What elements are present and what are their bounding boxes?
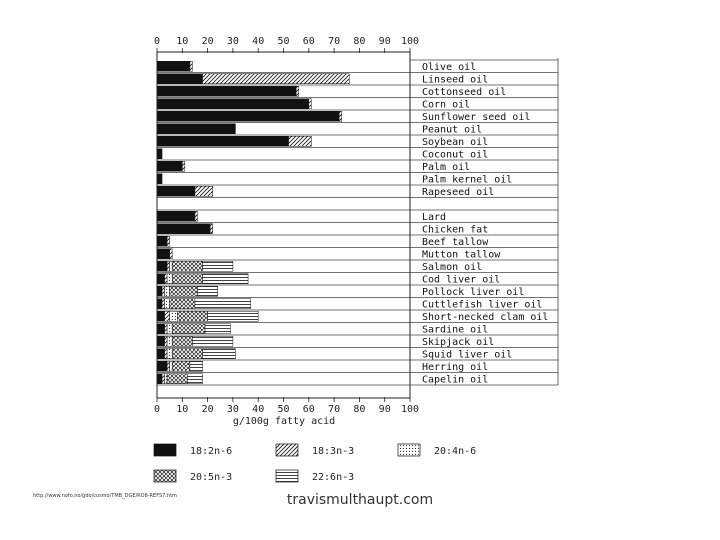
legend-swatch — [276, 470, 298, 482]
bar-segment — [172, 349, 202, 359]
bar-segment — [172, 274, 202, 284]
bar-segment — [157, 186, 195, 196]
category-label: Soybean oil — [422, 137, 489, 148]
top-tick-label: 20 — [201, 36, 214, 47]
bar-segment — [203, 74, 350, 84]
bar-segment — [157, 86, 296, 96]
bottom-tick-label: 100 — [400, 404, 420, 415]
bar-segment — [170, 249, 173, 259]
bar-segment — [157, 124, 235, 134]
bar-segment — [157, 149, 162, 159]
bar-segment — [195, 299, 251, 309]
bar-segment — [165, 336, 168, 346]
category-label: Palm kernel oil — [422, 174, 513, 186]
bar-segment — [170, 261, 173, 271]
category-label: Cuttlefish liver oil — [422, 299, 543, 311]
legend-label: 18:3n-3 — [312, 446, 355, 457]
bar-segment — [195, 186, 213, 196]
bar-rows — [157, 61, 558, 385]
bar-segment — [157, 74, 203, 84]
bar-segment — [167, 236, 170, 246]
category-label: Corn oil — [422, 99, 471, 111]
category-label: Lard — [422, 212, 447, 223]
bar-segment — [167, 374, 187, 384]
bar-segment — [165, 324, 168, 334]
bar-segment — [167, 361, 170, 371]
top-tick-label: 90 — [378, 36, 391, 47]
bar-segment — [165, 349, 168, 359]
bar-segment — [157, 224, 210, 234]
bar-segment — [167, 336, 172, 346]
bar-segment — [170, 361, 173, 371]
category-label: Mutton tallow — [422, 249, 501, 261]
bar-segment — [165, 299, 170, 309]
bar-segment — [165, 311, 170, 321]
bar-segment — [157, 286, 162, 296]
category-label: Capelin oil — [422, 374, 489, 386]
category-label: Olive oil — [422, 62, 477, 73]
category-label: Short-necked clam oil — [422, 312, 549, 323]
bar-segment — [192, 336, 232, 346]
bar-segment — [170, 311, 178, 321]
bar-segment — [157, 311, 165, 321]
bar-segment — [210, 224, 213, 234]
category-label: Cottonseed oil — [422, 87, 507, 98]
top-tick-label: 60 — [302, 36, 315, 47]
bar-segment — [157, 99, 309, 109]
bar-segment — [197, 286, 217, 296]
bottom-tick-label: 70 — [328, 404, 341, 415]
bar-segment — [157, 336, 165, 346]
bar-segment — [162, 286, 165, 296]
bar-segment — [157, 111, 339, 121]
category-label: Sardine oil — [422, 324, 489, 336]
top-tick-label: 30 — [226, 36, 239, 47]
category-label: Peanut oil — [422, 124, 483, 136]
x-axis-title: g/100g fatty acid — [232, 416, 336, 427]
bar-segment — [162, 374, 165, 384]
bottom-tick-label: 90 — [378, 404, 391, 415]
bar-segment — [208, 311, 259, 321]
category-label: Chicken fat — [422, 224, 489, 236]
bar-segment — [190, 361, 203, 371]
bar-segment — [172, 336, 192, 346]
bar-segment — [203, 349, 236, 359]
top-axis-ticks — [154, 36, 419, 53]
top-tick-label: 0 — [153, 36, 161, 47]
bar-segment — [195, 211, 198, 221]
bar-segment — [203, 261, 233, 271]
top-tick-label: 10 — [176, 36, 189, 47]
bottom-tick-label: 40 — [252, 404, 265, 415]
category-label: Linseed oil — [422, 74, 489, 86]
top-tick-label: 40 — [252, 36, 265, 47]
bar-segment — [167, 274, 172, 284]
bar-segment — [182, 161, 185, 171]
bar-segment — [157, 161, 182, 171]
bar-segment — [162, 299, 165, 309]
bar-segment — [170, 299, 195, 309]
legend-swatch — [154, 444, 176, 456]
legend-swatch — [398, 444, 420, 456]
bottom-tick-label: 50 — [277, 404, 290, 415]
source-url[interactable]: http://www.nofo.no/gdo/cosmo/TMB_DGE/RO8-REFS7.htm — [33, 493, 177, 499]
bar-segment — [157, 211, 195, 221]
category-label: Rapeseed oil — [422, 187, 495, 198]
bar-segment — [157, 174, 162, 184]
bar-segment — [172, 361, 190, 371]
bar-segment — [165, 286, 170, 296]
bar-segment — [157, 61, 190, 71]
bar-segment — [309, 99, 312, 109]
bar-segment — [177, 311, 207, 321]
legend-label: 20:5n-3 — [190, 472, 233, 483]
category-label: Skipjack oil — [422, 337, 495, 348]
bar-segment — [157, 261, 167, 271]
bar-segment — [339, 111, 342, 121]
bar-segment — [187, 374, 202, 384]
bar-segment — [157, 374, 162, 384]
bar-segment — [167, 349, 172, 359]
category-label: Cod liver oil — [422, 274, 501, 286]
legend — [154, 444, 476, 483]
category-label: Squid liver oil — [422, 349, 513, 361]
bar-segment — [165, 274, 168, 284]
bottom-tick-label: 0 — [153, 404, 161, 415]
legend-label: 22:6n-3 — [312, 472, 355, 483]
bar-segment — [157, 274, 165, 284]
legend-swatch — [276, 444, 298, 456]
category-label: Pollock liver oil — [422, 287, 525, 298]
bar-segment — [205, 324, 230, 334]
bar-segment — [157, 324, 165, 334]
watermark: travismulthaupt.com — [286, 492, 434, 508]
bottom-tick-label: 30 — [226, 404, 239, 415]
top-tick-label: 100 — [400, 36, 420, 47]
category-label: Salmon oil — [422, 262, 483, 273]
top-tick-label: 50 — [277, 36, 290, 47]
category-label: Herring oil — [422, 362, 489, 373]
bar-segment — [172, 324, 205, 334]
bar-segment — [170, 286, 198, 296]
bar-segment — [296, 86, 299, 96]
bar-segment — [172, 261, 202, 271]
bottom-tick-label: 60 — [302, 404, 315, 415]
top-tick-label: 80 — [353, 36, 366, 47]
legend-swatch — [154, 470, 176, 482]
legend-label: 18:2n-6 — [190, 446, 233, 457]
category-label: Sunflower seed oil — [422, 112, 531, 123]
category-labels — [422, 62, 548, 386]
bottom-tick-label: 20 — [201, 404, 214, 415]
bar-segment — [167, 261, 170, 271]
bar-segment — [157, 349, 165, 359]
bottom-tick-label: 80 — [353, 404, 366, 415]
bottom-axis-ticks — [154, 397, 419, 415]
bar-segment — [165, 374, 168, 384]
category-label: Palm oil — [422, 162, 471, 173]
bar-segment — [157, 299, 162, 309]
legend-label: 20:4n-6 — [434, 446, 477, 457]
bar-segment — [157, 236, 167, 246]
bar-segment — [157, 361, 167, 371]
bottom-tick-label: 10 — [176, 404, 189, 415]
category-label: Coconut oil — [422, 149, 489, 161]
top-tick-label: 70 — [328, 36, 341, 47]
bar-segment — [203, 274, 249, 284]
bar-segment — [157, 249, 170, 259]
bar-segment — [157, 136, 289, 146]
bar-segment — [190, 61, 193, 71]
bar-segment — [289, 136, 312, 146]
category-label: Beef tallow — [422, 237, 489, 248]
bar-segment — [167, 324, 172, 334]
